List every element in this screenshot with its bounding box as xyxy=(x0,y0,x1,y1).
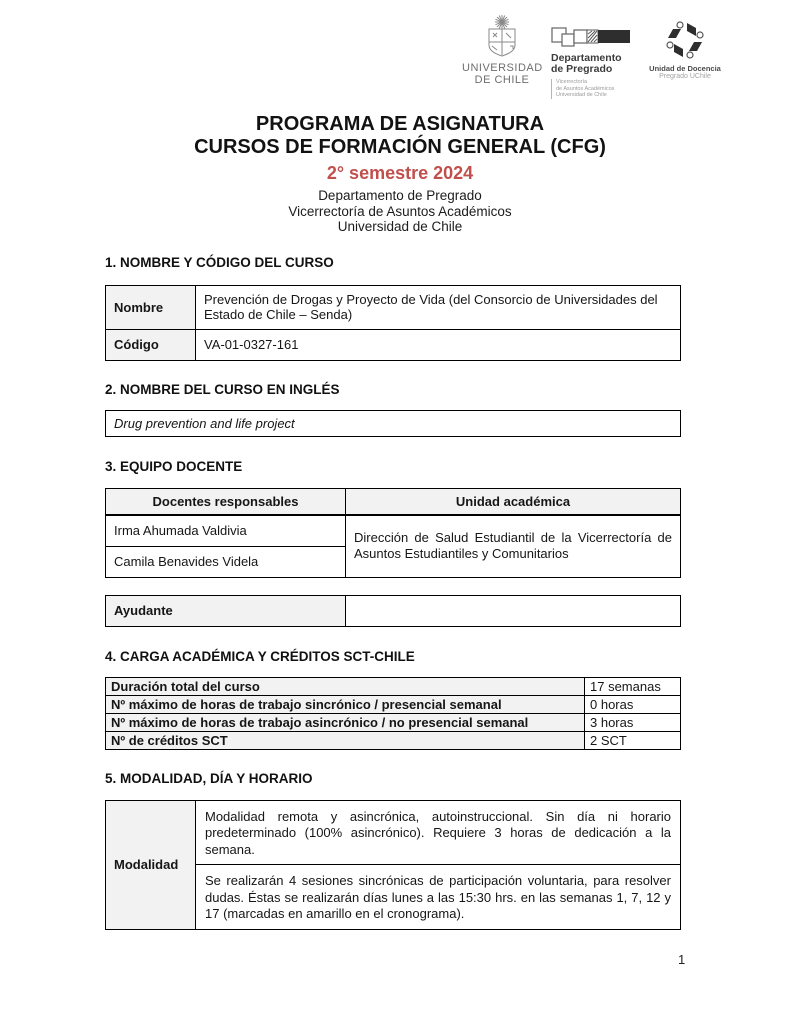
title-subline-1: Departamento de Pregrado xyxy=(318,188,482,203)
course-code-value: VA-01-0327-161 xyxy=(196,329,681,360)
async-hours-label: Nº máximo de horas de trabajo asincrónico / no presencial semanal xyxy=(106,713,585,731)
section-4-heading: 4. CARGA ACADÉMICA Y CRÉDITOS SCT-CHILE xyxy=(105,648,415,664)
docencia-logo-text-line2: Pregrado UChile xyxy=(659,73,711,80)
section-5-heading: 5. MODALIDAD, DÍA Y HORARIO xyxy=(105,770,313,786)
course-name-code-table xyxy=(105,285,681,361)
pregrado-logo xyxy=(551,14,637,99)
docencia-pinwheel-icon xyxy=(646,18,724,62)
sync-hours-label: Nº máximo de horas de trabajo sincrónico / presencial semanal xyxy=(106,695,585,713)
english-name-value: Drug prevention and life project xyxy=(106,410,681,436)
assistant-label: Ayudante xyxy=(106,595,346,626)
page-number: 1 xyxy=(678,952,686,967)
header-logos xyxy=(462,14,724,99)
modality-paragraph-2: Se realizarán 4 sesiones sincrónicas de participación voluntaria, para resolver dudas. Éstas se realizarán días lunes a las 15:30 hrs. en las semanas 1, 7, 12 y 17 (marcadas en amarillo en el cronograma). xyxy=(196,865,681,930)
modality-paragraph-1: Modalidad remota y asincrónica, autoinstruccional. Sin día ni horario predeterminado (100% asincrónico). Requiere 3 horas de dedicación a la semana. xyxy=(196,800,681,865)
teacher-name-1: Irma Ahumada Valdivia xyxy=(106,515,346,546)
academic-unit-value: Dirección de Salud Estudiantil de la Vicerrectoría de Asuntos Estudiantiles y Comunitarios xyxy=(346,515,681,577)
pregrado-logo-title-line2: de Pregrado xyxy=(551,63,613,75)
section-2-heading: 2. NOMBRE DEL CURSO EN INGLÉS xyxy=(105,381,340,397)
uchile-logo-text-line2: DE CHILE xyxy=(474,74,530,86)
section-1-heading: 1. NOMBRE Y CÓDIGO DEL CURSO xyxy=(105,254,334,270)
pregrado-logo-sub-line1: Vicerrectoría xyxy=(556,79,588,85)
docencia-logo-text-line1: Unidad de Docencia xyxy=(649,64,721,73)
section-3-heading: 3. EQUIPO DOCENTE xyxy=(105,458,243,474)
unit-column-header: Unidad académica xyxy=(346,488,681,515)
course-code-label: Código xyxy=(106,329,196,360)
duration-label: Duración total del curso xyxy=(106,677,585,695)
document-title-line1: PROGRAMA DE ASIGNATURA xyxy=(255,113,545,135)
semester-title: 2° semestre 2024 xyxy=(326,163,474,183)
duration-value: 17 semanas xyxy=(585,677,681,695)
docencia-logo xyxy=(646,14,724,81)
teaching-team-table xyxy=(105,488,681,578)
async-hours-value: 3 horas xyxy=(585,713,681,731)
modality-table xyxy=(105,800,681,930)
pregrado-logo-sub-line3: Universidad de Chile xyxy=(556,92,607,98)
sct-credits-label: Nº de créditos SCT xyxy=(106,731,585,749)
assistant-table xyxy=(105,595,681,627)
course-name-value: Prevención de Drogas y Proyecto de Vida (del Consorcio de Universidades del Estado de Chile – Senda) xyxy=(196,285,681,329)
uchile-logo xyxy=(462,14,542,86)
teacher-name-2: Camila Benavides Videla xyxy=(106,546,346,577)
uchile-logo-text-line1: UNIVERSIDAD xyxy=(462,62,543,74)
sync-hours-value: 0 horas xyxy=(585,695,681,713)
pregrado-logo-sub-line2: de Asuntos Académicos xyxy=(556,85,615,92)
document-content xyxy=(105,255,681,930)
uchile-crest-icon xyxy=(462,14,542,60)
modality-label: Modalidad xyxy=(106,800,196,929)
pregrado-logo-title-line1: Departamento xyxy=(551,52,622,64)
pregrado-squares-icon xyxy=(551,26,637,50)
academic-load-table xyxy=(105,677,681,750)
title-subline-3: Universidad de Chile xyxy=(337,219,463,234)
english-name-table xyxy=(105,410,681,437)
course-name-label: Nombre xyxy=(106,285,196,329)
title-subline-2: Vicerrectoría de Asuntos Académicos xyxy=(288,203,512,219)
assistant-value xyxy=(346,595,681,626)
teachers-column-header: Docentes responsables xyxy=(106,488,346,515)
sct-credits-value: 2 SCT xyxy=(585,731,681,749)
document-title-line2: CURSOS DE FORMACIÓN GENERAL (CFG) xyxy=(194,136,606,158)
